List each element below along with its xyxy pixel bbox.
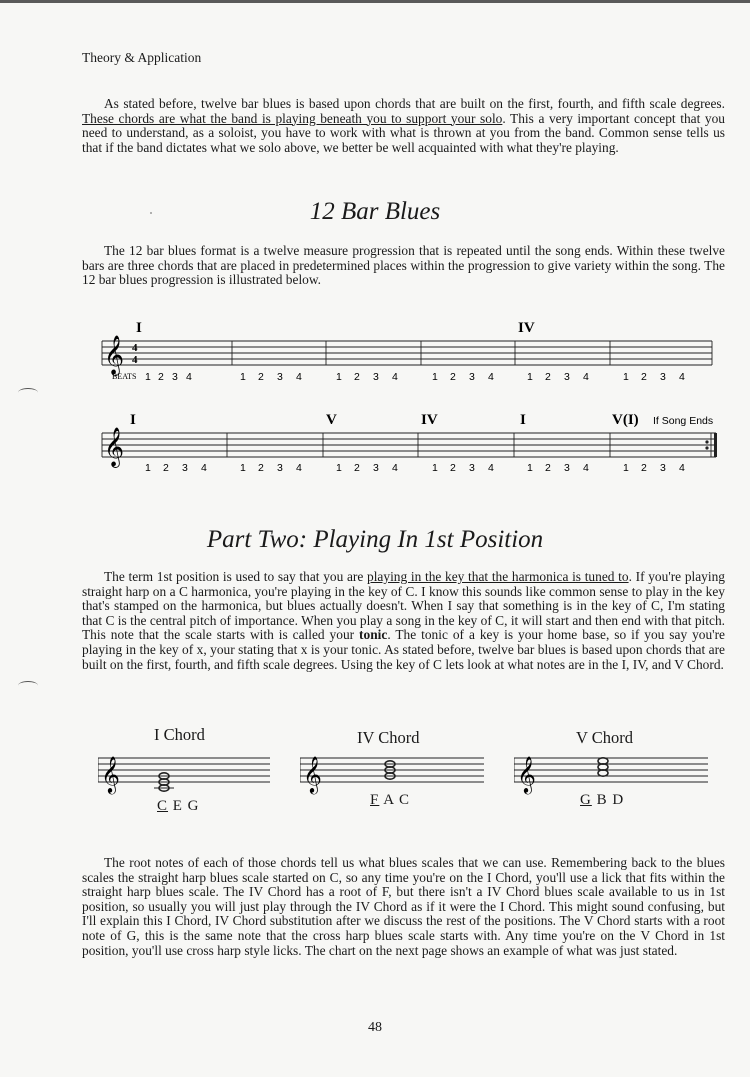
beat-count: 4: [201, 462, 207, 474]
treble-clef-icon: 𝄞: [517, 755, 536, 793]
chord-symbol-i: I: [130, 412, 136, 428]
beat-count: 2: [158, 371, 164, 383]
chord-symbol-i: I: [136, 320, 142, 336]
chord-root: G: [580, 792, 592, 808]
beat-count: 4: [186, 371, 192, 383]
beat-count: 4: [679, 371, 685, 383]
chord-notes: C E G: [157, 798, 200, 814]
beat-count: 2: [163, 462, 169, 474]
intro-paragraph: As stated before, twelve bar blues is based upon chords that are built on the first, fourth, and fifth scale degrees. These chords are what the band is playing beneath you to support your solo. This a very important concept that you need to understand, as a soloist, you have to work with what is thrown at you from the band. Common sense tells us that if the band dictates what we solo above, we better be well acquainted with what they're playing.: [82, 96, 725, 155]
beat-count: 2: [641, 462, 647, 474]
beat-count: 1: [145, 462, 151, 474]
beat-count: 1: [240, 371, 246, 383]
beat-count: 4: [392, 462, 398, 474]
chord-staff-v: [514, 748, 708, 798]
chord-symbol-v: V: [326, 412, 337, 428]
final-barline: [714, 433, 717, 457]
beat-count: 1: [145, 371, 151, 383]
section-title-12-bar-blues: 12 Bar Blues: [309, 198, 441, 225]
beat-count: 1: [527, 462, 533, 474]
beat-count: 1: [336, 371, 342, 383]
chord-symbol-v-i: V(I): [612, 412, 639, 428]
first-position-paragraph: The term 1st position is used to say that you are playing in the key that the harmonica is tuned to. If you're playing straight harp on a C harmonica, you're playing in the key of C. I know this sounds like common sense to play in the key that's stamped on the harmonica, but blues actually doesn't. When I say that something is in the key of C, I'm stating that C is the central pitch of importance. When you play a song in the key of C, it will start and then end with that pitch. This note that the scale starts with is called your tonic. The tonic of a key is your home base, so if you say you're playing in the key of x, your stating that x is your tonic. As stated before, twelve bar blues is based upon chords that are built on the first, fourth, and fifth scale degrees. Using the key of C lets look at what notes are in the I, IV, and V Chord.: [82, 569, 725, 672]
beat-count: 3: [277, 371, 283, 383]
closing-paragraph: The root notes of each of those chords tell us what blues scales that we can use. Remembering back to the blues scales the straight harp blues scale started on C, so any time you're on the I Chord, you'll use a lick that fits within the straight harp blues scale. The IV Chord has a root of F, but there isn't a IV Chord blues scale available to us in 1st position, so usually you will just play through the IV Chord as if it were the I Chord. This might sound confusing, but I'll explain this I Chord, IV Chord substitution after we discuss the rest of the positions. The V Chord starts with a root note of G, this is the same note that the cross harp blues scale starts with. Any time you're on the V Chord in 1st position, you'll use cross harp style licks. The chart on the next page shows an example of what was just stated.: [82, 855, 725, 958]
beat-count: 4: [296, 371, 302, 383]
beat-count: 4: [488, 371, 494, 383]
beat-count: 2: [450, 462, 456, 474]
treble-clef-icon: 𝄞: [104, 427, 125, 467]
beat-count: 3: [182, 462, 188, 474]
beat-count: 2: [641, 371, 647, 383]
progression-staff-1: [0, 310, 750, 390]
beat-count: 3: [469, 371, 475, 383]
treble-clef-icon: 𝄞: [104, 335, 125, 375]
repeat-dot: [705, 446, 708, 449]
beat-count: 1: [240, 462, 246, 474]
beat-count: 4: [488, 462, 494, 474]
page-top-rule: [0, 0, 750, 3]
chord-title: IV Chord: [357, 728, 420, 747]
beat-count: 2: [258, 462, 264, 474]
beat-count: 1: [527, 371, 533, 383]
beat-counts-row-2: [145, 462, 685, 474]
beat-count: 2: [354, 371, 360, 383]
progression-staff-2: [0, 402, 750, 482]
chord-root: F: [370, 792, 380, 808]
chord-symbol-i: I: [520, 412, 526, 428]
beat-count: 2: [354, 462, 360, 474]
chord-title: I Chord: [154, 725, 205, 744]
beat-count: 4: [583, 371, 589, 383]
treble-clef-icon: 𝄞: [101, 755, 120, 793]
beat-count: 3: [373, 462, 379, 474]
beat-count: 1: [623, 462, 629, 474]
beat-count: 4: [296, 462, 302, 474]
chord-root: C: [157, 798, 169, 814]
beat-count: 3: [564, 462, 570, 474]
beat-count: 3: [564, 371, 570, 383]
beat-count: 3: [373, 371, 379, 383]
section-title-part-two: Part Two: Playing In 1st Position: [206, 526, 544, 553]
chord-symbol-iv: IV: [421, 412, 438, 428]
if-song-ends-note: If Song Ends: [653, 415, 714, 427]
beat-count: 4: [392, 371, 398, 383]
beat-count: 4: [583, 462, 589, 474]
chord-notes: F A C: [370, 792, 411, 808]
beat-count: 3: [277, 462, 283, 474]
time-sig-bottom: 4: [132, 354, 138, 366]
beat-count: 2: [450, 371, 456, 383]
chord-staff-iv: [300, 748, 484, 798]
12-bar-paragraph: The 12 bar blues format is a twelve measure progression that is repeated until the song ends. Within these twelve bars are three chords that are placed in predetermined places within the progression to give variety within the song. The 12 bar blues progression is illustrated below.: [82, 243, 725, 288]
beat-count: 3: [660, 371, 666, 383]
chord-notes: G B D: [580, 792, 625, 808]
beat-count: 2: [258, 371, 264, 383]
beat-count: 3: [469, 462, 475, 474]
running-header: Theory & Application: [82, 50, 202, 65]
beat-count: 1: [336, 462, 342, 474]
page-number: 48: [368, 1020, 382, 1035]
chord-title: V Chord: [576, 728, 633, 747]
beat-count: 2: [545, 462, 551, 474]
binding-mark: [18, 681, 38, 690]
treble-clef-icon: 𝄞: [303, 755, 322, 793]
beats-label: BEATS: [112, 372, 137, 381]
time-sig-top: 4: [132, 342, 138, 354]
repeat-dot: [705, 440, 708, 443]
chord-symbol-iv: IV: [518, 320, 535, 336]
beat-count: 3: [172, 371, 178, 383]
beat-count: 4: [679, 462, 685, 474]
beat-count: 2: [545, 371, 551, 383]
beat-count: 1: [432, 371, 438, 383]
beat-count: 1: [623, 371, 629, 383]
chord-staff-i: [98, 748, 270, 798]
beat-counts-row-1: [145, 371, 685, 383]
beat-count: 1: [432, 462, 438, 474]
beat-count: 3: [660, 462, 666, 474]
